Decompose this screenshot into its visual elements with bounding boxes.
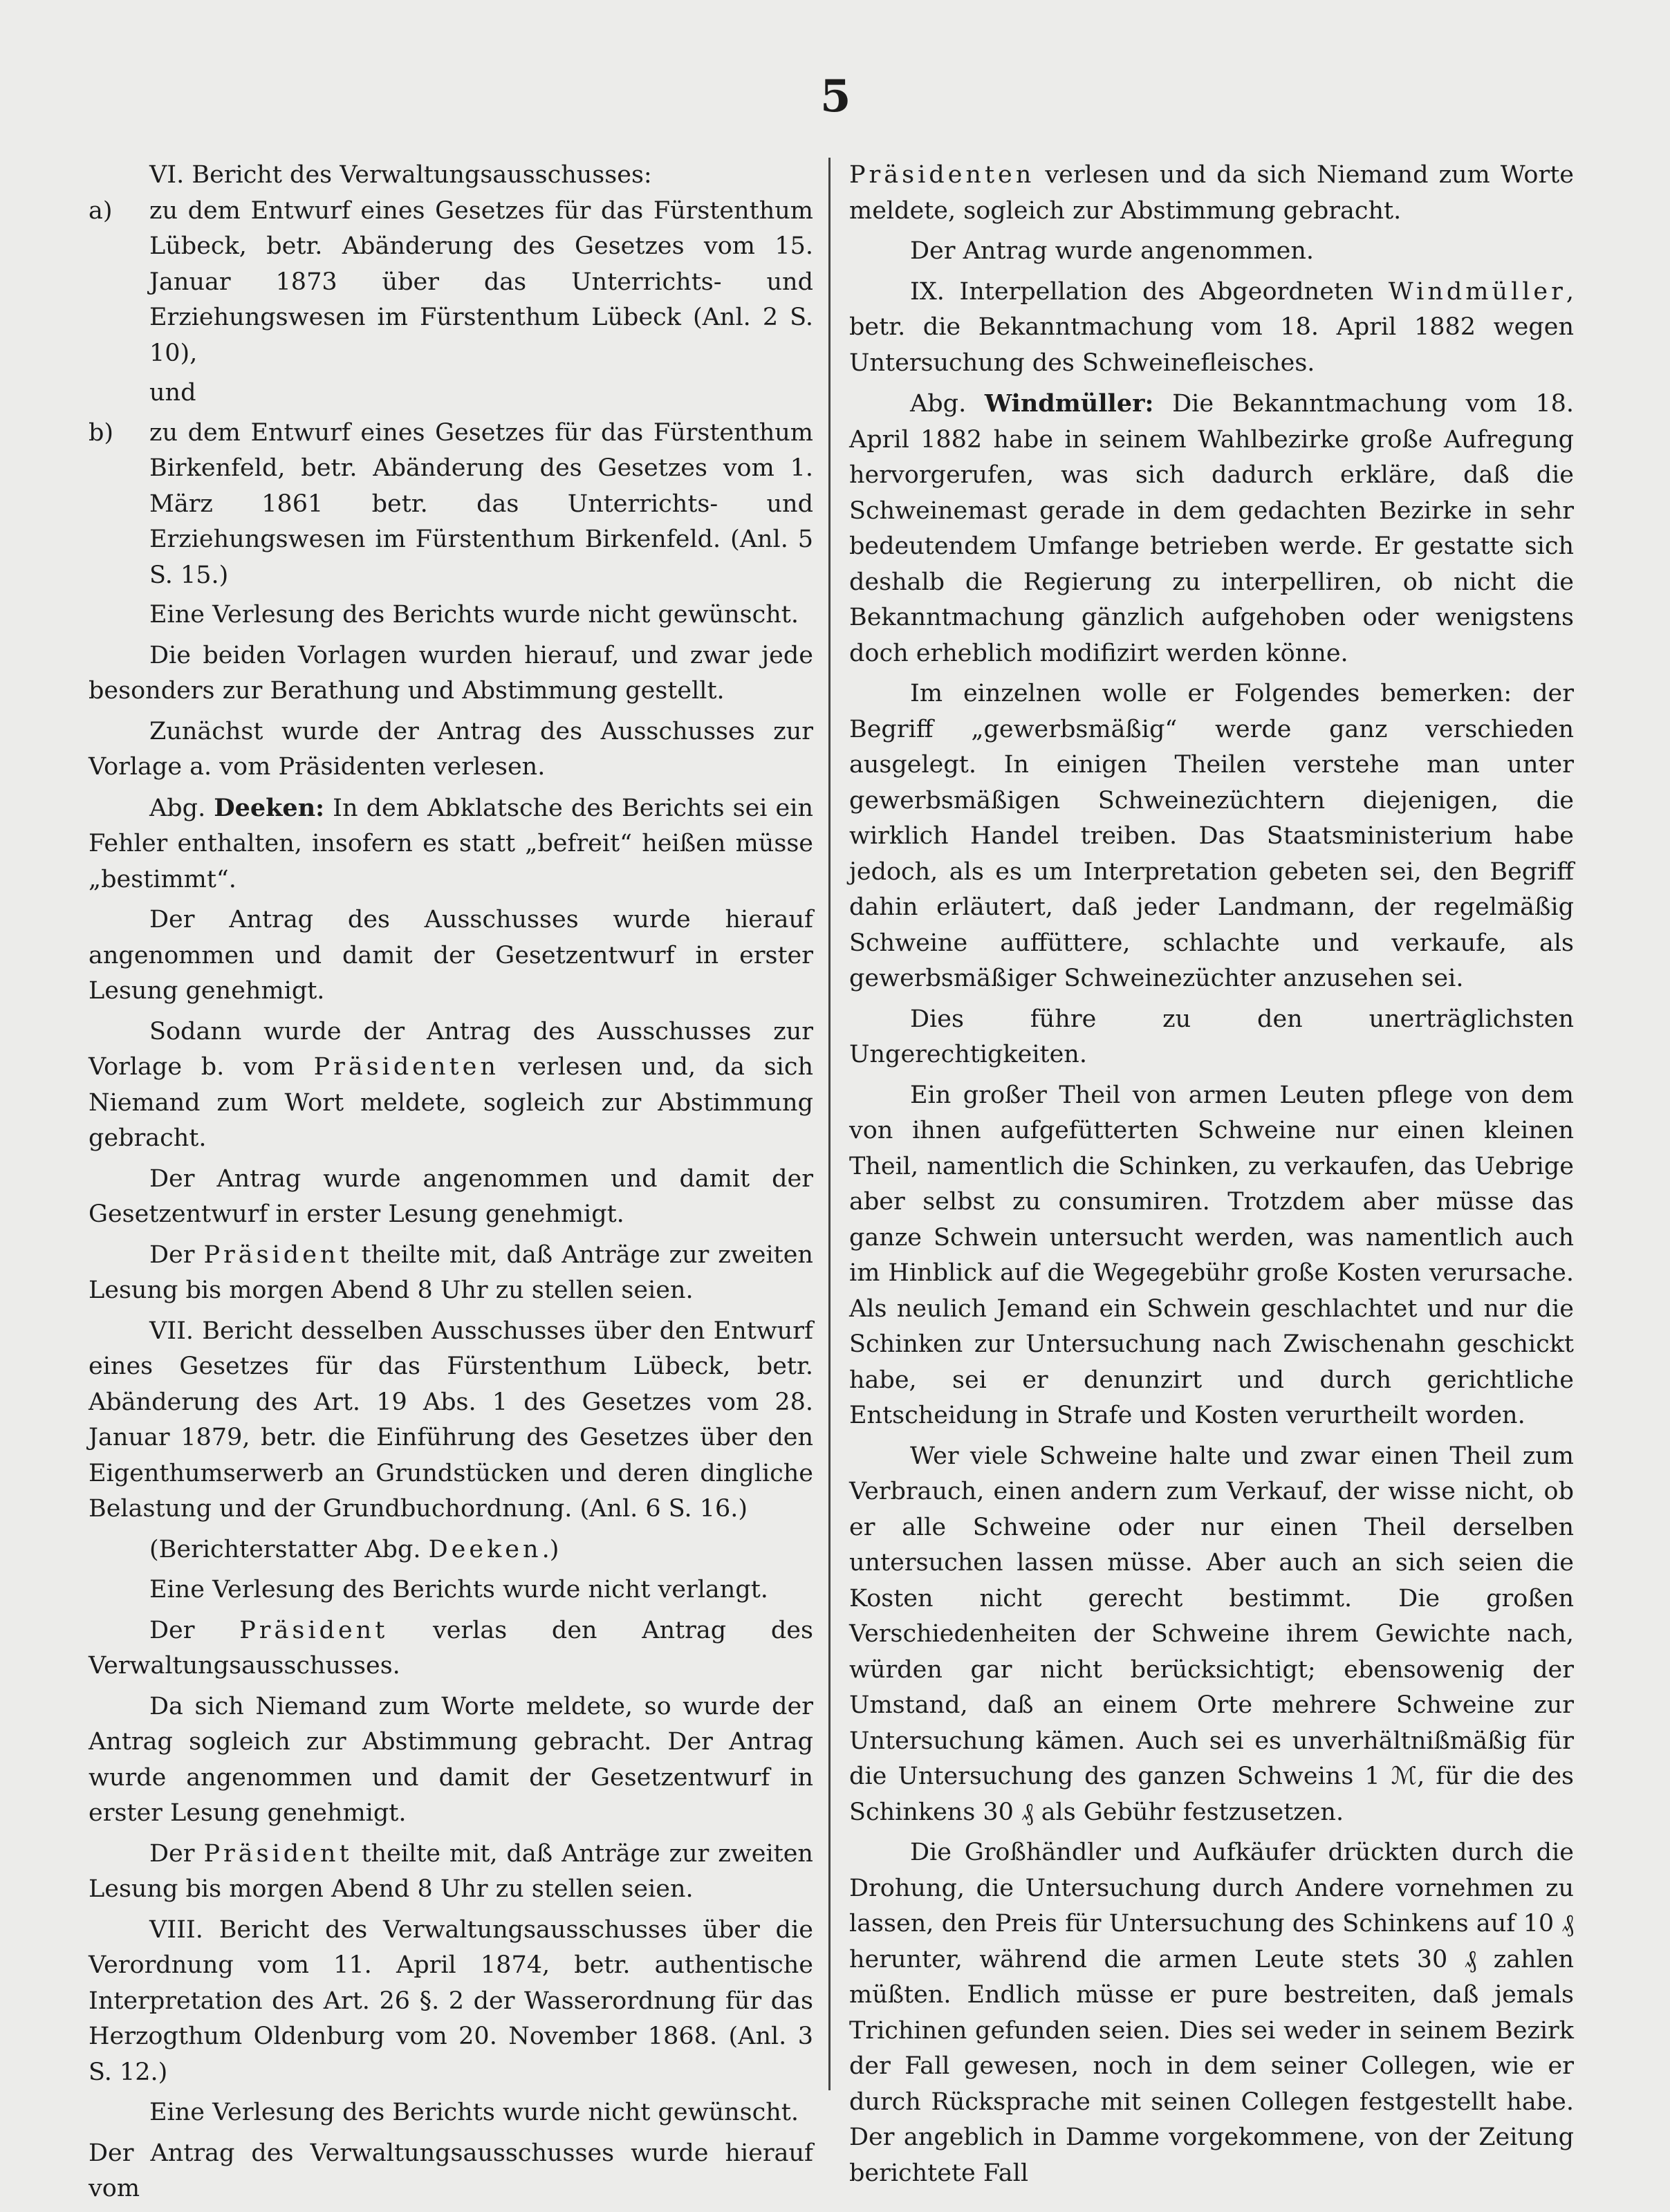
text-run: Der — [149, 1839, 195, 1868]
column-divider — [828, 158, 831, 2090]
paragraph: Dies führe zu den unerträglichsten Ungerechtigkeiten. — [849, 1005, 1574, 1068]
section-8: VIII. Bericht des Verwaltungsausschusses über die Verordnung vom 11. April 1874, betr. authentische Interpretation des Art. 26 §. 2 der Wasserordnung für das Herzogthum Oldenburg vom 20. November 1868. (Anl. 3 S. 12.) — [89, 1915, 813, 2086]
paragraph: Eine Verlesung des Berichts wurde nicht gewünscht. — [149, 601, 799, 629]
spaced-word: Windmüller — [1388, 277, 1566, 306]
spaced-word: Präsident — [203, 1240, 353, 1269]
page-number: 5 — [820, 71, 851, 122]
speaker-name: Windmüller: — [984, 389, 1154, 418]
paragraph: Der Antrag des Verwaltungsausschusses wurde hierauf vom — [89, 2139, 813, 2202]
text-run: theilte mit, daß Anträge zur zweiten Lesung bis morgen Abend 8 Uhr zu stellen seien. — [89, 1240, 813, 1304]
left-column — [89, 158, 813, 2212]
text-run: verlesen und da sich Niemand zum Worte meldete, sogleich zur Abstimmung gebracht. — [849, 161, 1574, 225]
reporter-note — [89, 1532, 813, 1568]
paragraph: Der Antrag wurde angenommen. — [910, 237, 1315, 265]
paragraph-continued — [849, 158, 1574, 229]
speaker-prefix: Abg. — [910, 390, 967, 418]
text-run: theilte mit, daß Anträge zur zweiten Lesung bis morgen Abend 8 Uhr zu stellen seien. — [89, 1839, 813, 1903]
text-run: Der — [149, 1240, 195, 1269]
paragraph: Die Großhändler und Aufkäufer drückten durch die Drohung, die Untersuchung durch Andere vornehmen zu lassen, den Preis für Untersuchung des Schinkens auf 10 ₰ herunter, während die armen Leute stets 30 ₰ zahlen müßten. Endlich müsse er pure bestreiten, daß jemals Trichinen gefunden seien. Dies sei weder in seinem Bezirk der Fall gewesen, noch in dem seiner Collegen, wie er durch Rücksprache mit seinen Collegen festgestellt habe. Der angeblich in Damme vorgekommene, von der Zeitung berichtete Fall — [849, 1839, 1574, 2187]
item-text: zu dem Entwurf eines Gesetzes für das Fürstenthum Lübeck, betr. Abänderung des Gesetzes vom 15. Januar 1873 über das Unterrichts- und Erziehungswesen im Fürstenthum Lübeck (Anl. 2 S. 10), — [149, 196, 813, 367]
text-run: , betr. die Bekanntmachung vom 18. April 1882 wegen Untersuchung des Schweinefleisches. — [849, 277, 1574, 377]
paragraph: Die beiden Vorlagen wurden hierauf, und zwar jede besonders zur Berathung und Abstimmung gestellt. — [89, 641, 813, 705]
paragraph — [89, 1837, 813, 1908]
right-column — [849, 158, 1574, 2196]
speech-deeken — [89, 790, 813, 898]
paragraph: Ein großer Theil von armen Leuten pflege von dem von ihnen aufgefütterten Schweine nur einen kleinen Theil, namentlich die Schinken, zu verkaufen, das Uebrige aber selbst zu consumiren. Trotzdem aber müsse das ganze Schwein untersucht werden, was namentlich auch im Hinblick auf die Wegegebühr große Kosten verursache. Als neulich Jemand ein Schwein geschlachtet und nur die Schinken zur Untersuchung nach Zwischenahn geschickt habe, sei er denunzirt und durch gerichtliche Entscheidung in Strafe und Kosten verurtheilt worden. — [849, 1081, 1574, 1429]
text-run: .) — [541, 1535, 559, 1563]
paragraph — [89, 1613, 813, 1684]
spaced-word: Präsidenten — [849, 161, 1035, 189]
speaker-name: Deeken: — [214, 793, 325, 822]
text-run: verlas den Antrag des Verwaltungsausschusses. — [89, 1616, 813, 1680]
spaced-word: Präsidenten — [313, 1053, 499, 1081]
section-9 — [849, 275, 1574, 382]
paragraph: Im einzelnen wolle er Folgendes bemerken: der Begriff „gewerbsmäßig“ werde ganz verschieden ausgelegt. In einigen Theilen verstehe man unter gewerbsmäßigen Schweinezüchtern diejenigen, die wirklich Handel treiben. Das Staatsministerium habe jedoch, als es um Interpretation gebeten sei, den Begriff dahin erläutert, daß jeder Landmann, der regelmäßig Schweine auffüttere, schlachte und verkaufe, als gewerbsmäßiger Schweinezüchter anzusehen sei. — [849, 680, 1574, 992]
spaced-word: Präsident — [239, 1616, 389, 1644]
section-7: VII. Bericht desselben Ausschusses über den Entwurf eines Gesetzes für das Fürstenthum Lübeck, betr. Abänderung des Art. 19 Abs. 1 des Gesetzes vom 28. Januar 1879, betr. die Einführung des Gesetzes über den Eigenthumserwerb an Grundstücken und deren dingliche Belastung und der Grundbuchordnung. (Anl. 6 S. 16.) — [89, 1317, 813, 1523]
paragraph: Der Antrag wurde angenommen und damit der Gesetzentwurf in erster Lesung genehmigt. — [89, 1164, 813, 1228]
text-run: verlesen und, da sich Niemand zum Wort meldete, sogleich zur Abstimmung gebracht. — [89, 1053, 813, 1152]
text-run: Sodann wurde der Antrag des Ausschusses zur Vorlage b. vom — [89, 1017, 813, 1081]
paragraph: Wer viele Schweine halte und zwar einen Theil zum Verbrauch, einen andern zum Verkauf, der wisse nicht, ob er alle Schweine oder nur einen Theil derselben untersuchen lassen müsse. Aber auch an sich seien die Kosten nicht gerecht bestimmt. Die großen Verschiedenheiten der Schweine ihrem Gewichte nach, würden gar nicht berücksichtigt; ebensowenig der Umstand, daß an einem Orte mehrere Schweine zur Untersuchung kämen. Auch sei es unverhältnißmäßig für die Untersuchung des ganzen Schweins 1 ℳ, für die des Schinkens 30 ₰ als Gebühr festzusetzen. — [849, 1442, 1574, 1826]
section-6-item-b — [89, 416, 813, 594]
spaced-word: Deeken — [428, 1535, 542, 1563]
speaker-prefix: Abg. — [149, 794, 206, 822]
text-run: Der — [149, 1616, 195, 1644]
paragraph: Eine Verlesung des Berichts wurde nicht gewünscht. — [149, 2099, 799, 2126]
paragraph: Zunächst wurde der Antrag des Ausschusses zur Vorlage a. vom Präsidenten verlesen. — [89, 717, 813, 781]
spaced-word: Präsident — [203, 1839, 353, 1868]
paragraph — [89, 1238, 813, 1309]
item-label: b) — [89, 418, 114, 447]
paragraph: Eine Verlesung des Berichts wurde nicht verlangt. — [149, 1576, 768, 1604]
paragraph — [89, 1014, 813, 1157]
text-run: IX. Interpellation des Abgeordneten — [910, 277, 1374, 306]
speech-windmueller — [849, 386, 1574, 671]
speech-text: Die Bekanntmachung vom 18. April 1882 habe in seinem Wahlbezirke große Aufregung hervorgerufen, was sich dadurch erkläre, daß die Schweinemast gerade in dem gedachten Bezirke in sehr bedeutendem Umfange betrieben werde. Er gestatte sich deshalb die Regierung zu interpelliren, ob nicht die Bekanntmachung gänzlich aufgehoben oder wenigstens doch erheblich modifizirt werden könne. — [849, 390, 1574, 667]
connector-und: und — [149, 379, 196, 407]
paragraph: Der Antrag des Ausschusses wurde hierauf angenommen und damit der Gesetzentwurf in erster Lesung genehmigt. — [89, 906, 813, 1005]
speech-text: In dem Abklatsche des Berichts sei ein Fehler enthalten, insofern es statt „befreit“ heißen müsse „bestimmt“. — [89, 794, 813, 893]
item-label: a) — [89, 196, 113, 225]
section-6-item-a — [89, 194, 813, 372]
paragraph: Da sich Niemand zum Worte meldete, so wurde der Antrag sogleich zur Abstimmung gebracht. Der Antrag wurde angenommen und damit der Gesetzentwurf in erster Lesung genehmigt. — [89, 1692, 813, 1827]
section-6-heading: VI. Bericht des Verwaltungsausschusses: — [149, 161, 652, 189]
item-text: zu dem Entwurf eines Gesetzes für das Fürstenthum Birkenfeld, betr. Abänderung des Gesetzes vom 1. März 1861 betr. das Unterrichts- und Erziehungswesen im Fürstenthum Birkenfeld. (Anl. 5 S. 15.) — [149, 418, 813, 589]
text-run: (Berichterstatter Abg. — [149, 1535, 421, 1563]
